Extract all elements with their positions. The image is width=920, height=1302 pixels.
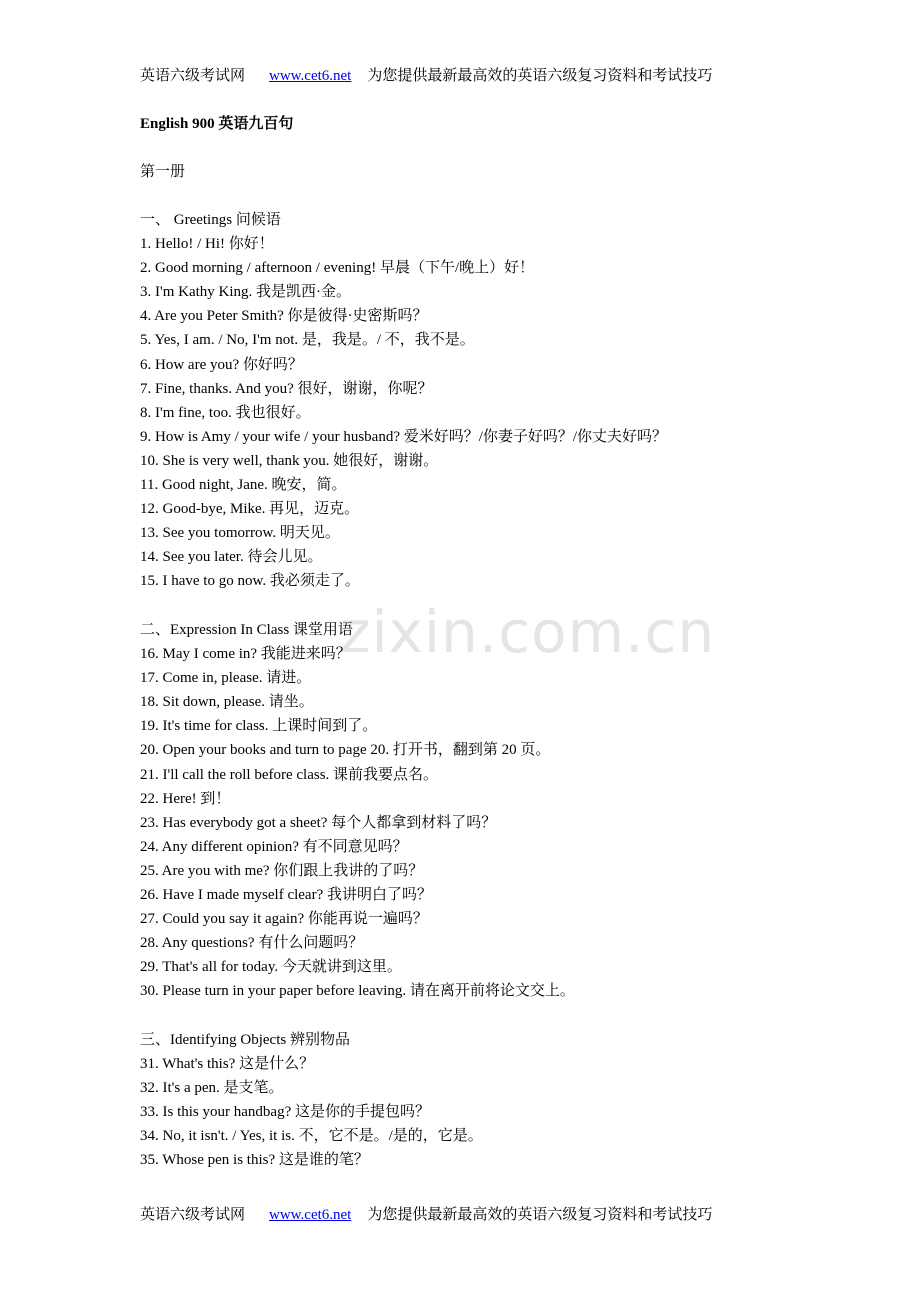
phrase-line: 6. How are you? 你好吗？	[140, 356, 303, 373]
phrase-line: 12. Good-bye, Mike. 再见，迈克。	[140, 501, 360, 518]
header-slogan: 为您提供最新最高效的英语六级复习资料和考试技巧	[367, 68, 713, 84]
header-link[interactable]: www.cet6.net	[269, 68, 352, 84]
section-identifying-objects	[140, 1030, 820, 1175]
phrase-line: 18. Sit down, please. 请坐。	[140, 694, 314, 711]
phrase-line: 35. Whose pen is this? 这是谁的笔？	[140, 1152, 369, 1169]
phrase-line: 13. See you tomorrow. 明天见。	[140, 525, 340, 542]
phrase-line: 3. I'm Kathy King. 我是凯西·金。	[140, 284, 352, 301]
volume-label: 第一册	[140, 164, 186, 180]
phrase-line: 10. She is very well, thank you. 她很好，谢谢。	[140, 452, 439, 469]
phrase-line: 26. Have I made myself clear? 我讲明白了吗？	[140, 887, 432, 904]
footer-site-name: 英语六级考试网	[140, 1207, 246, 1223]
phrase-line: 5. Yes, I am. / No, I'm not. 是，我是。/ 不，我不是。	[140, 332, 475, 349]
section-heading: 三、Identifying Objects 辨别物品	[140, 1032, 350, 1048]
phrase-line: 15. I have to go now. 我必须走了。	[140, 573, 360, 590]
phrase-line: 1. Hello! / Hi! 你好！	[140, 236, 274, 253]
section-greetings	[140, 210, 820, 596]
phrase-line: 23. Has everybody got a sheet? 每个人都拿到材料了吗？	[140, 814, 497, 831]
phrase-line: 25. Are you with me? 你们跟上我讲的了吗？	[140, 862, 424, 879]
page-footer	[140, 1205, 820, 1225]
phrase-line: 4. Are you Peter Smith? 你是彼得·史密斯吗？	[140, 308, 428, 325]
phrase-line: 11. Good night, Jane. 晚安，简。	[140, 477, 347, 494]
watermark: zixin.com.cn	[340, 598, 716, 666]
footer-link[interactable]: www.cet6.net	[269, 1207, 352, 1223]
phrase-line: 17. Come in, please. 请进。	[140, 670, 312, 687]
phrase-line: 19. It's time for class. 上课时间到了。	[140, 718, 378, 735]
header-site-name: 英语六级考试网	[140, 68, 246, 84]
phrase-line: 28. Any questions? 有什么问题吗？	[140, 935, 364, 952]
phrase-line: 33. Is this your handbag? 这是你的手提包吗？	[140, 1104, 430, 1121]
phrase-line: 21. I'll call the roll before class. 课前我要点名。	[140, 766, 439, 783]
phrase-line: 2. Good morning / afternoon / evening! 早晨（下午/晚上）好！	[140, 260, 535, 277]
section-heading: 二、Expression In Class 课堂用语	[140, 622, 353, 638]
phrase-line: 31. What's this? 这是什么？	[140, 1056, 315, 1073]
phrase-line: 30. Please turn in your paper before leaving. 请在离开前将论文交上。	[140, 983, 575, 1000]
phrase-line: 29. That's all for today. 今天就讲到这里。	[140, 959, 402, 976]
phrase-line: 9. How is Amy / your wife / your husband? 爱米好吗？/你妻子好吗？/你丈夫好吗？	[140, 428, 668, 445]
phrase-line: 24. Any different opinion? 有不同意见吗？	[140, 838, 408, 855]
phrase-line: 20. Open your books and turn to page 20. 打开书，翻到第 20 页。	[140, 742, 551, 759]
document-title: English 900 英语九百句	[140, 116, 294, 132]
phrase-line: 14. See you later. 待会儿见。	[140, 549, 323, 566]
phrase-line: 27. Could you say it again? 你能再说一遍吗？	[140, 911, 428, 928]
phrase-line: 22. Here! 到！	[140, 790, 231, 807]
footer-slogan: 为您提供最新最高效的英语六级复习资料和考试技巧	[367, 1207, 713, 1223]
phrase-line: 16. May I come in? 我能进来吗？	[140, 646, 351, 663]
phrase-line: 34. No, it isn't. / Yes, it is. 不，它不是。/是的，它是。	[140, 1128, 483, 1145]
section-expression-in-class	[140, 620, 820, 1006]
phrase-line: 32. It's a pen. 是支笔。	[140, 1080, 284, 1097]
page-header	[140, 66, 820, 86]
section-heading: 一、 Greetings 问候语	[140, 212, 281, 228]
phrase-line: 8. I'm fine, too. 我也很好。	[140, 404, 311, 421]
phrase-line: 7. Fine, thanks. And you? 很好，谢谢，你呢？	[140, 380, 433, 397]
